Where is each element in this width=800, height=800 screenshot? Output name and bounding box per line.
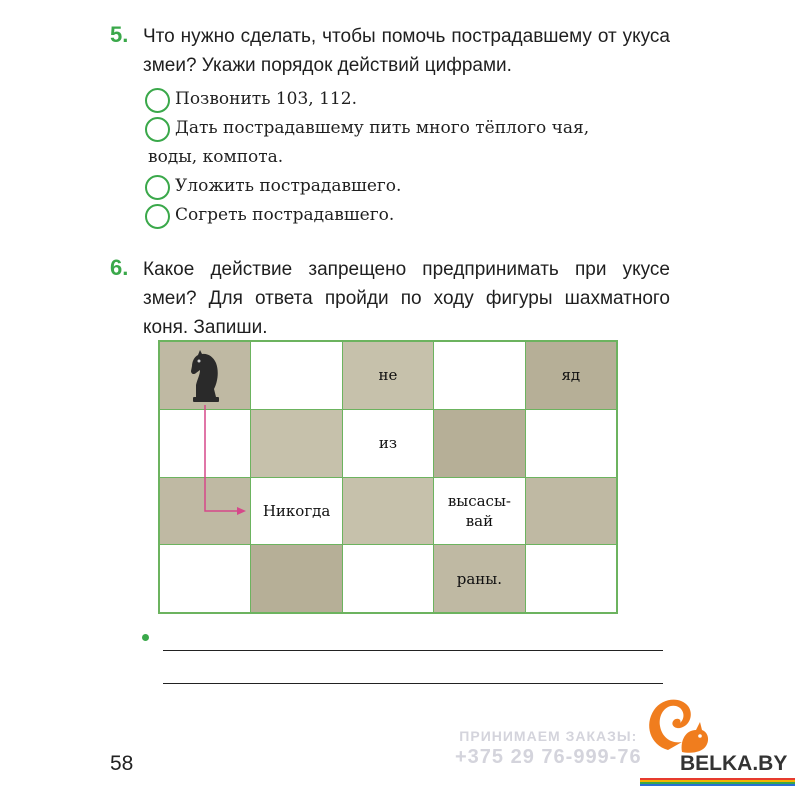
board-cell [526,342,616,409]
option-1 [145,85,685,114]
option-2-text: Дать пострадавшему пить много тёплого чая, [175,118,590,138]
board-cell [343,478,433,545]
board-cell [160,545,250,612]
task-6-number: 6. [110,255,129,280]
board-word: высасы- вай [447,491,511,530]
board-cell [251,410,341,477]
option-4 [145,201,685,230]
option-4-text: Согреть пострадавшего. [175,205,395,225]
answer-line-2[interactable] [163,683,663,684]
board-cell [343,342,433,409]
board-cell [434,342,524,409]
logo-text: BELKA.BY [680,752,788,775]
board-cell [434,478,524,545]
board-cell [343,410,433,477]
option-3-text: Уложить пострадавшего. [175,176,402,196]
board-cell [434,545,524,612]
board-word: раны. [456,569,503,588]
page-number: 58 [110,752,134,775]
board-cell [251,478,341,545]
answer-circle-4[interactable] [145,204,170,229]
board-cell [160,478,250,545]
board-cell [434,410,524,477]
answer-circle-3[interactable] [145,175,170,200]
watermark-phone: +375 29 76-999-76 [455,746,642,768]
board-cell [343,545,433,612]
board-word: не [378,366,398,385]
answer-circle-2[interactable] [145,117,170,142]
board-cell [251,545,341,612]
board-word: яд [561,366,581,385]
board-cell [526,410,616,477]
board-cell [160,342,250,409]
watermark-line-1: ПРИНИМАЕМ ЗАКАЗЫ: [459,728,638,744]
task-5-options [145,85,685,230]
option-2 [145,114,685,172]
option-1-text: Позвонить 103, 112. [175,89,357,109]
option-3 [145,172,685,201]
board-cell [251,342,341,409]
answer-bullet [142,634,149,641]
answer-circle-1[interactable] [145,88,170,113]
board-word: из [378,434,398,453]
chess-knight-icon [188,347,224,407]
answer-line-1[interactable] [163,650,663,651]
option-2-continuation: воды, компота. [148,147,284,167]
logo-stripes [640,778,795,788]
board-word: Никогда [262,501,331,520]
chess-board [158,340,618,614]
task-6-question: Какое действие запрещено предпринимать при укусе змеи? Для ответа пройди по ходу фигуры шахматного коня. Запиши. [143,259,670,338]
watermark [455,728,642,769]
task-5 [110,22,670,80]
task-6 [110,255,670,342]
board-cell [160,410,250,477]
task-5-question: Что нужно сделать, чтобы помочь пострадавшему от укуса змеи? Укажи порядок действий цифрами. [143,26,670,76]
board-cell [526,545,616,612]
task-5-number: 5. [110,22,129,47]
board-cell [526,478,616,545]
